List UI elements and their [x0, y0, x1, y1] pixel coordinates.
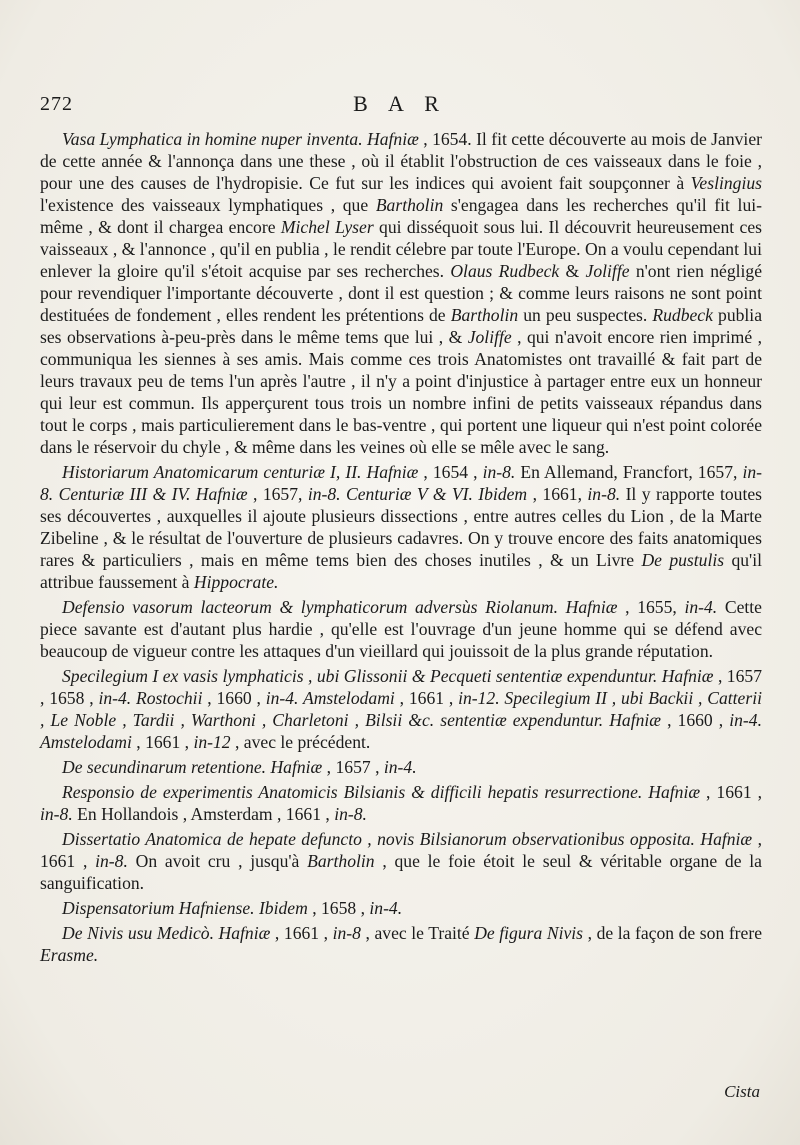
roman-text: En Hollandois , Amsterdam , 1661 , — [72, 804, 335, 824]
paragraph-p3 — [40, 596, 762, 662]
italic-text: Joliffe — [467, 327, 512, 347]
italic-text: Veslingius — [690, 173, 762, 193]
paragraph-p2 — [40, 461, 762, 593]
italic-text: Bartholin — [375, 195, 444, 215]
italic-text: Erasme. — [40, 945, 99, 965]
italic-text: in-8. — [587, 484, 621, 504]
italic-text: Bartholin — [450, 305, 519, 325]
page-body — [40, 128, 762, 969]
italic-text: Dissertatio Anatomica de hepate defuncto , novis Bilsianorum observationibus opposita. Hafniæ — [62, 829, 753, 849]
roman-text: , 1661, — [527, 484, 588, 504]
roman-text: qui disséquoit sous lui. Il découvrit heureusement ces vaisseaux , & l'annonce , qu'il en publia , le rendit célebre par toute l'Europe. On a voulu cependant lui enlever la gloire qu'il s'étoit acquise par ses recherches. — [40, 217, 762, 281]
roman-text: , 1655, — [617, 597, 685, 617]
roman-text: , de la façon de son frere — [583, 923, 763, 943]
roman-text: , 1661 , — [131, 732, 194, 752]
catchword: Cista — [724, 1082, 760, 1101]
italic-text: in-4. Amstelodami — [40, 710, 762, 752]
roman-text: , avec le Traité — [360, 923, 475, 943]
italic-text: Olaus Rudbeck — [450, 261, 560, 281]
roman-text: , 1654 , — [418, 462, 483, 482]
italic-text: in-4. — [383, 757, 417, 777]
roman-text: un peu suspectes. — [518, 305, 653, 325]
italic-text: in-8. — [334, 804, 367, 824]
roman-text: publia ses observations à-peu-près dans le même tems que lui , & — [40, 305, 762, 347]
roman-text: Cette piece savante est d'autant plus hardie , qu'elle est l'ouvrage d'un jeune homme qui se défend avec beaucoup de vigueur contre les attaques d'un vieillard qui jouissoit de la plus grande réputation. — [40, 597, 762, 661]
page-header — [40, 93, 760, 123]
italic-text: in-8. — [95, 851, 128, 871]
roman-text: n'ont rien négligé pour revendiquer l'importante découverte , dont il est question ; & comme leurs raisons ne sont point destituées de fondement , elles rendent les prétentions de — [40, 261, 762, 325]
italic-text: De secundinarum retentione. Hafniæ — [62, 757, 323, 777]
roman-text: , 1654. Il fit cette découverte au mois de Janvier de cette année & l'annonça dans une these , où il établit l'obstruction de ces vaisseaux dans le foie , pour une des causes de l'hydropisie. Ce fut sur les indices qui avoient fait soupçonner à — [40, 129, 762, 193]
italic-text: in-4. Rostochii — [98, 688, 203, 708]
running-head: B A R — [353, 91, 447, 116]
roman-text: , 1660 , — [202, 688, 266, 708]
roman-text: , 1661 , — [270, 923, 333, 943]
italic-text: in-12 — [193, 732, 231, 752]
roman-text: En Allemand, Francfort, 1657, — [515, 462, 743, 482]
italic-text: Defensio vasorum lacteorum & lymphaticorum adversùs Riolanum. Hafniæ — [62, 597, 618, 617]
italic-text: in-8 — [332, 923, 361, 943]
italic-text: Dispensatorium Hafniense. Ibidem — [62, 898, 308, 918]
italic-text: in-4. — [684, 597, 718, 617]
paragraph-p1 — [40, 128, 762, 458]
italic-text: in-8. — [40, 804, 73, 824]
paragraph-p9 — [40, 922, 762, 966]
roman-text: , 1660 , — [661, 710, 730, 730]
roman-text: l'existence des vaisseaux lymphatiques , que — [40, 195, 376, 215]
italic-text: Bartholin — [307, 851, 375, 871]
italic-text: in-12. Specilegium II , ubi Backii , Catterii , Le Noble , Tardii , Warthoni , Charletoni , Bilsii &c. sententiæ expenduntur. Hafniæ — [40, 688, 762, 730]
italic-text: De Nivis usu Medicò. Hafniæ — [62, 923, 271, 943]
roman-text: & — [559, 261, 586, 281]
italic-text: in-4. — [369, 898, 403, 918]
italic-text: Vasa Lymphatica in homine nuper inventa. Hafniæ — [62, 129, 419, 149]
roman-text: s'engagea dans les recherches qu'il fit lui-même , & dont il chargea encore — [40, 195, 762, 237]
italic-text: Hippocrate. — [193, 572, 279, 592]
roman-text: On avoit cru , jusqu'à — [127, 851, 308, 871]
paragraph-p5 — [40, 756, 762, 778]
roman-text: qu'il attribue faussement à — [40, 550, 762, 592]
page-number: 272 — [40, 93, 73, 115]
roman-text: , 1658 , — [307, 898, 370, 918]
roman-text: , 1661 , — [40, 829, 762, 871]
italic-text: in-8. Centuriæ III & IV. Hafniæ — [40, 462, 763, 504]
italic-text: Responsio de experimentis Anatomicis Bilsianis & difficili hepatis resurrectione. Hafniæ — [62, 782, 701, 802]
roman-text: , 1661 , — [394, 688, 459, 708]
paragraph-p4 — [40, 665, 762, 753]
roman-text: , 1657 , — [322, 757, 384, 777]
italic-text: in-8. Centuriæ V & VI. Ibidem — [307, 484, 528, 504]
italic-text: De figura Nivis — [474, 923, 584, 943]
italic-text: in-8. — [482, 462, 516, 482]
italic-text: De pustulis — [641, 550, 725, 570]
roman-text: , 1657, — [247, 484, 308, 504]
roman-text: Il y rapporte toutes ses découvertes , auxquelles il ajoute plusieurs dissections , entre autres celles du Lion , de la Marte Zibeline , & le résultat de l'ouverture de plusieurs cadavres. On y trouve encore des faits anatomiques rares & particuliers , mais en même tems bien des choses inutiles , & un Livre — [40, 484, 763, 570]
italic-text: Joliffe — [585, 261, 630, 281]
roman-text: , 1657 , 1658 , — [40, 666, 762, 708]
roman-text: , 1661 , — [700, 782, 762, 802]
paragraph-p6 — [40, 781, 762, 825]
roman-text: , que le foie étoit le seul & véritable organe de la sanguification. — [40, 851, 762, 893]
italic-text: Historiarum Anatomicarum centuriæ I, II. Hafniæ — [62, 462, 419, 482]
italic-text: Rudbeck — [652, 305, 713, 325]
paragraph-p7 — [40, 828, 762, 894]
roman-text: , qui n'avoit encore rien imprimé , communiqua les siennes à ses amis. Mais comme ces trois Anatomistes ont travaillé & fait part de leurs travaux peu de tems l'un après l'autre , il n'y a point d'injustice à partager entre eux un honneur qui leur est commun. Ils apperçurent tous trois un nombre infini de petits vaisseaux répandus dans tout le corps , mais particulierement dans le bas-ventre , qui portent une liqueur qui n'est point colorée dans le réservoir du chyle , & même dans les veines où elle se mêle avec le sang. — [40, 327, 762, 457]
italic-text: Specilegium I ex vasis lymphaticis , ubi Glissonii & Pecqueti sententiæ expenduntur. Hafniæ — [62, 666, 714, 686]
italic-text: in-4. Amstelodami — [265, 688, 395, 708]
roman-text: , avec le précédent. — [230, 732, 371, 752]
italic-text: Michel Lyser — [280, 217, 374, 237]
paragraph-p8 — [40, 897, 762, 919]
